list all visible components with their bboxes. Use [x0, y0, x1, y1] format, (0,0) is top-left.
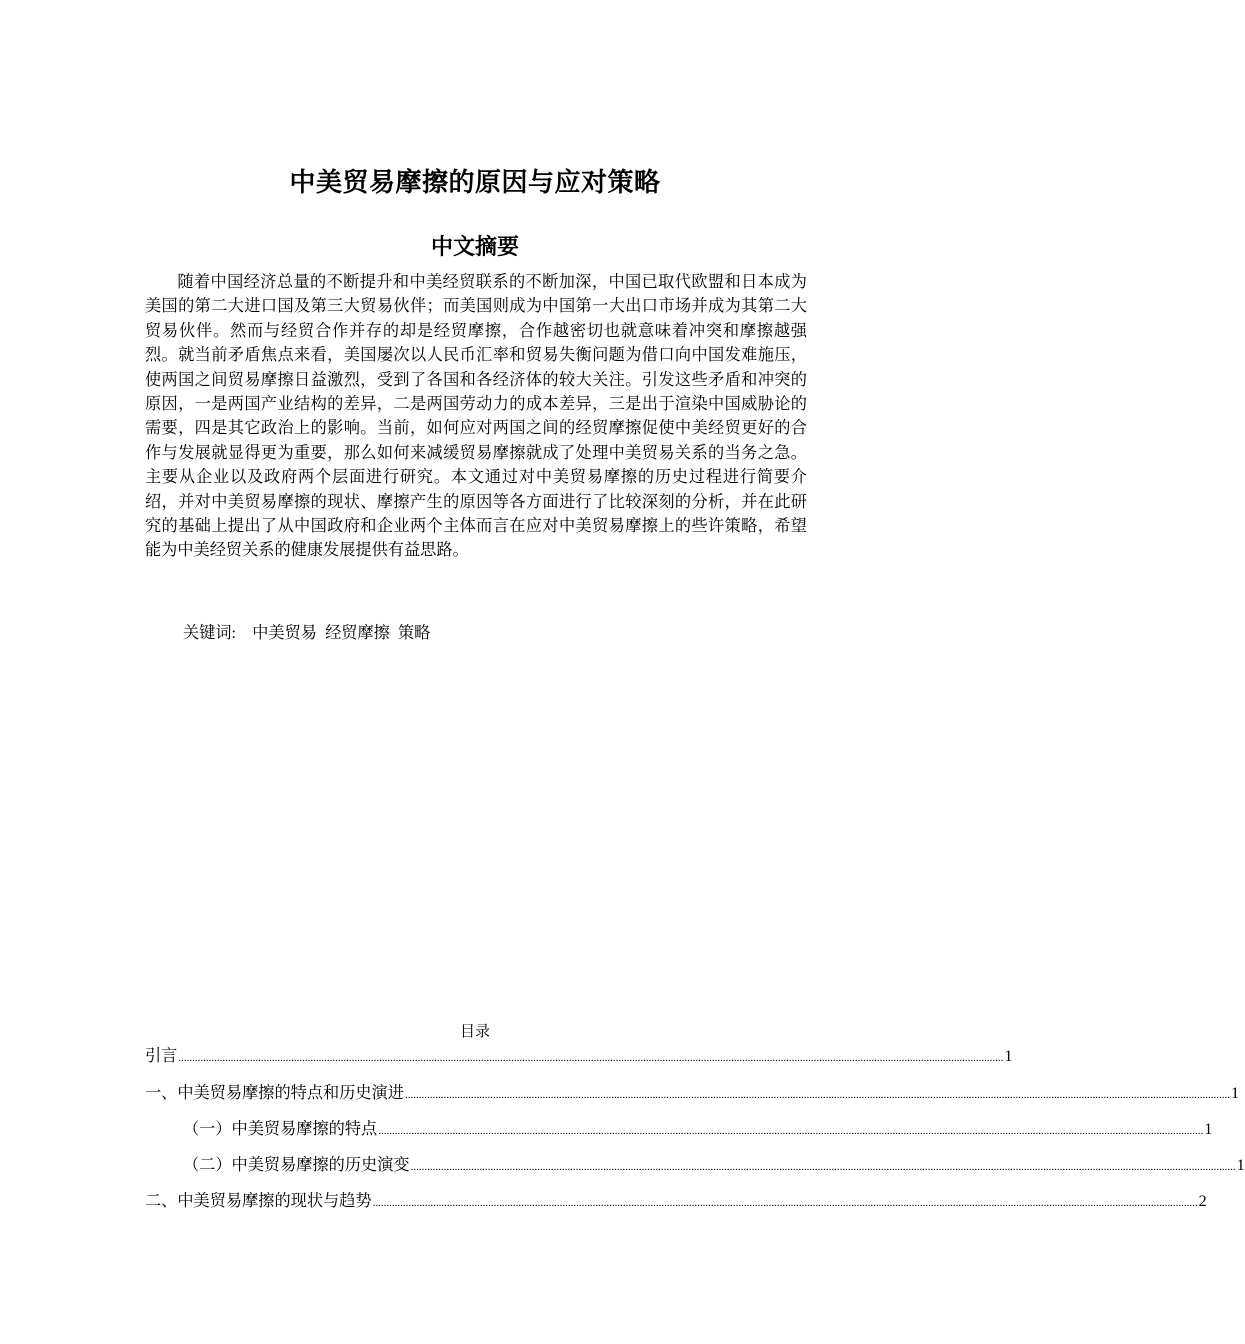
keywords-label: 关键词:: [183, 624, 237, 642]
keywords-value: 中美贸易 经贸摩擦 策略: [252, 624, 431, 642]
toc-leader-dots: ............................................................................................................................................................................................................................................................................................................: [378, 1125, 1204, 1137]
toc-entry-page: 1: [1231, 1084, 1240, 1102]
toc-entry-label: 引言: [145, 1047, 178, 1065]
toc-entry-label: （一）中美贸易摩擦的特点: [183, 1120, 378, 1138]
abstract-paragraph: 随着中国经济总量的不断提升和中美经贸联系的不断加深，中国已取代欧盟和日本成为美国的第二大进口国及第三大贸易伙伴；而美国则成为中国第一大出口市场并成为其第二大贸易伙伴。然而与经贸合作并存的却是经贸摩擦，合作越密切也就意味着冲突和摩擦越强烈。就当前矛盾焦点来看，美国屡次以人民币汇率和贸易失衡问题为借口向中国发难施压，使两国之间贸易摩擦日益激烈，受到了各国和各经济体的较大关注。引发这些矛盾和冲突的原因，一是两国产业结构的差异，二是两国劳动力的成本差异，三是出于渲染中国威胁论的需要，四是其它政治上的影响。当前，如何应对两国之间的经贸摩擦促使中美经贸更好的合作与发展就显得更为重要，那么如何来减缓贸易摩擦就成了处理中美贸易关系的当务之急。主要从企业以及政府两个层面进行研究。本文通过对中美贸易摩擦的历史过程进行简要介绍，并对中美贸易摩擦的现状、摩擦产生的原因等各方面进行了比较深刻的分析，并在此研究的基础上提出了从中国政府和企业两个主体而言在应对中美贸易摩擦上的些许策略，希望能为中美经贸关系的健康发展提供有益思路。: [145, 273, 807, 560]
toc-entry-label: 二、中美贸易摩擦的现状与趋势: [145, 1192, 372, 1210]
toc-leader-dots: ............................................................................................................................................................................................................................................................................................................: [372, 1197, 1198, 1209]
toc-entry-section-1-2[interactable]: [183, 1153, 1245, 1177]
toc-entry-label: （二）中美贸易摩擦的历史演变: [183, 1156, 410, 1174]
toc-leader-dots: ............................................................................................................................................................................................................................................................................................................: [405, 1089, 1230, 1101]
toc-entry-intro[interactable]: [145, 1044, 1013, 1068]
toc-entry-section-1-1[interactable]: [183, 1117, 1213, 1141]
document-title: 中美贸易摩擦的原因与应对策略: [289, 168, 661, 198]
toc-entry-chapter-1[interactable]: [145, 1081, 1240, 1105]
toc-leader-dots: ............................................................................................................................................................................................................................................................................................................: [410, 1161, 1236, 1173]
toc-entry-label: 一、中美贸易摩擦的特点和历史演进: [145, 1084, 404, 1102]
toc-heading: 目录: [459, 1024, 490, 1040]
toc-entry-page: 2: [1198, 1192, 1207, 1210]
toc-entry-page: 1: [1204, 1120, 1213, 1138]
keywords-line: [183, 621, 430, 645]
abstract-heading: 中文摘要: [430, 235, 519, 260]
toc-entry-chapter-2[interactable]: [145, 1189, 1207, 1213]
toc-entry-page: 1: [1004, 1047, 1013, 1065]
toc-entry-page: 1: [1236, 1156, 1245, 1174]
toc-leader-dots: ............................................................................................................................................................................................................................................................................................................: [178, 1052, 1004, 1064]
